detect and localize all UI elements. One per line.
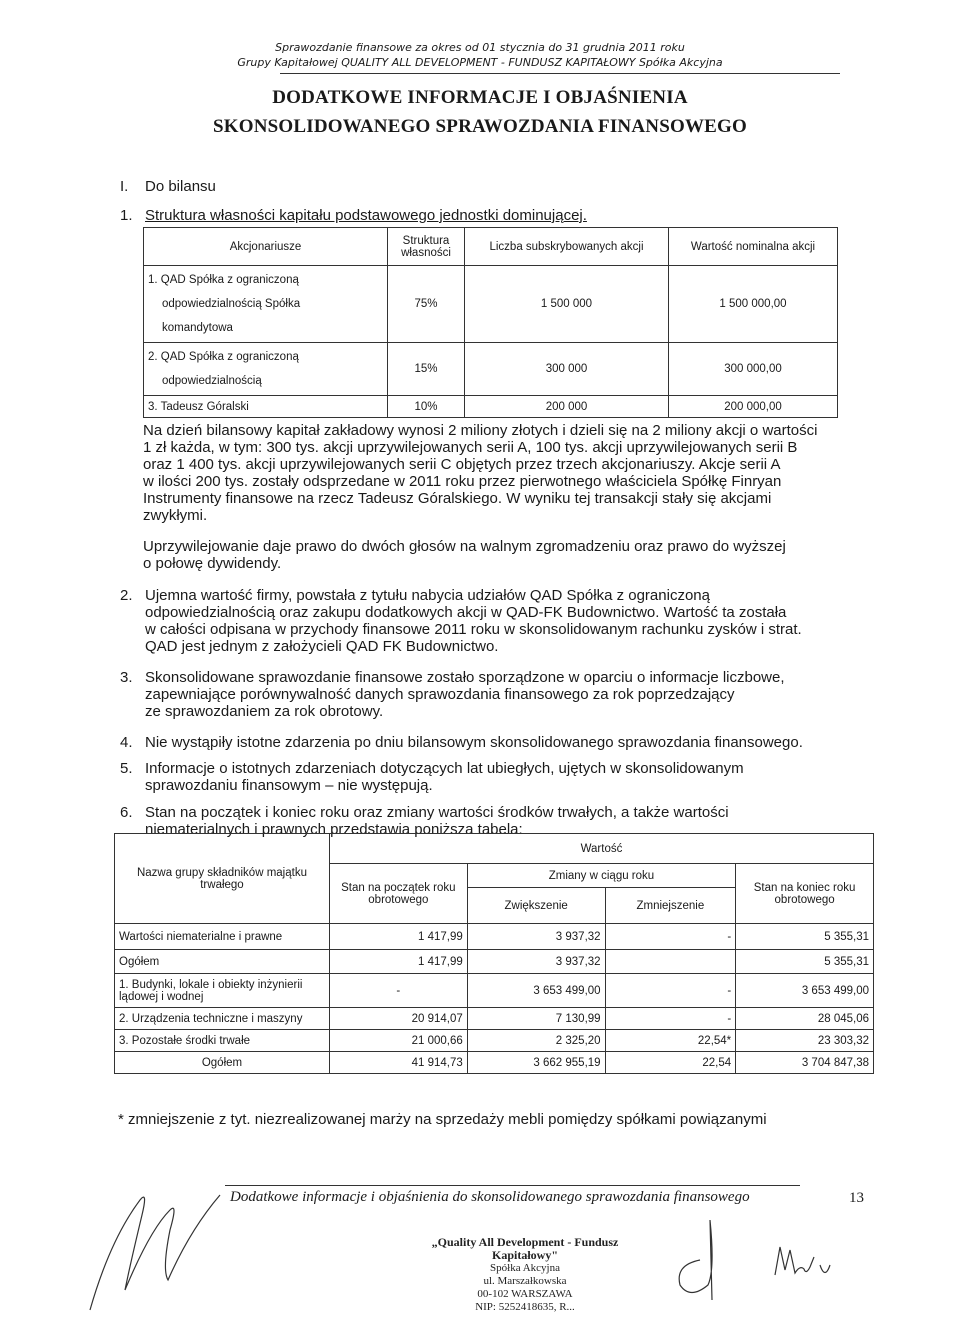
- asset-name-cell: 2. Urządzenia techniczne i maszyny: [115, 1008, 330, 1030]
- page-number: 13: [849, 1190, 864, 1206]
- header-rule: [280, 73, 840, 74]
- asset-name-cell: 1. Budynki, lokale i obiekty inżynierii lądowej i wodnej: [115, 974, 330, 1008]
- item-number: 4.: [120, 734, 133, 751]
- count-cell: 1 500 000: [465, 266, 669, 343]
- item-line: zapewniające porównywalność danych sprawozdania finansowego za rok poprzedzający: [145, 686, 735, 703]
- ownership-table: [143, 227, 838, 418]
- shareholder-cell: [144, 266, 388, 343]
- decrease-cell: -: [605, 924, 736, 950]
- report-header-line2: Grupy Kapitałowej QUALITY ALL DEVELOPMENT - FUNDUSZ KAPITAŁOWY Spółka Akcyjna: [237, 56, 723, 69]
- start-cell: 1 417,99: [329, 950, 467, 974]
- item-text: [145, 760, 867, 794]
- item-number: 3.: [120, 669, 133, 686]
- value-cell: 300 000,00: [669, 343, 838, 396]
- header-cell: Zwiększenie: [467, 888, 605, 924]
- capital-paragraph: [143, 422, 865, 524]
- item-line: QAD jest jednym z założycieli QAD FK Budownictwo.: [145, 638, 499, 655]
- item-line: Stan na początek i koniec roku oraz zmiany wartości środków trwałych, a także wartości: [145, 804, 729, 821]
- report-header-line1: Sprawozdanie finansowe za okres od 01 stycznia do 31 grudnia 2011 roku: [275, 41, 685, 54]
- item-text: [145, 587, 867, 655]
- header-cell: Stan na koniec roku obrotowego: [736, 864, 874, 924]
- stamp-line: „Quality All Development - Fundusz Kapitałowy": [431, 1235, 619, 1262]
- item-line: niematerialnych i prawnych przedstawia poniższa tabela:: [145, 821, 523, 838]
- paragraph-line: o połowę dywidendy.: [143, 555, 282, 572]
- decrease-cell: -: [605, 1008, 736, 1030]
- end-cell: 3 653 499,00: [736, 974, 874, 1008]
- share-cell: 15%: [388, 343, 465, 396]
- shareholder-line: odpowiedzialnością: [162, 375, 262, 387]
- asset-name-cell: 3. Pozostałe środki trwałe: [115, 1030, 330, 1052]
- increase-cell: 7 130,99: [467, 1008, 605, 1030]
- end-cell: 3 704 847,38: [736, 1052, 874, 1074]
- initials-signature: [770, 1235, 840, 1290]
- shareholder-line: 2. QAD Spółka z ograniczoną: [148, 351, 299, 363]
- item-text: [145, 734, 867, 751]
- section-number: I.: [120, 178, 129, 195]
- privilege-paragraph: [143, 538, 865, 572]
- table-row: [144, 343, 838, 396]
- footer-rule: [225, 1185, 800, 1186]
- table-row: [115, 1052, 874, 1074]
- table-row: [115, 974, 874, 1008]
- shareholder-cell: [144, 343, 388, 396]
- value-cell: 200 000,00: [669, 396, 838, 418]
- item-line: sprawozdaniu finansowym – nie występują.: [145, 777, 433, 794]
- table-row: [115, 950, 874, 974]
- decrease-cell: 22,54: [605, 1052, 736, 1074]
- count-cell: 200 000: [465, 396, 669, 418]
- footnote: * zmniejszenie z tyt. niezrealizowanej marży na sprzedaży mebli pomiędzy spółkami powiązanymi: [118, 1111, 767, 1128]
- footer-text: Dodatkowe informacje i objaśnienia do skonsolidowanego sprawozdania finansowego: [230, 1189, 750, 1205]
- table-row: [144, 396, 838, 418]
- section-title: Do bilansu: [145, 178, 216, 195]
- paragraph-line: 1 zł każda, w tym: 300 tys. akcji uprzywilejowanych serii A, 100 tys. akcji uprzywilejowanych serii B: [143, 439, 798, 456]
- item-number: 1.: [120, 207, 133, 224]
- item-number: 6.: [120, 804, 133, 821]
- item-line: Nie wystąpiły istotne zdarzenia po dniu bilansowym skonsolidowanego sprawozdania finansowego.: [145, 734, 803, 751]
- title-line2: SKONSOLIDOWANEGO SPRAWOZDANIA FINANSOWEGO: [213, 116, 747, 137]
- item-line: Ujemna wartość firmy, powstała z tytułu nabycia udziałów QAD Spółka z ograniczoną: [145, 587, 710, 604]
- start-cell: 41 914,73: [329, 1052, 467, 1074]
- header-cell: Wartość: [329, 834, 873, 864]
- header-cell: Zmniejszenie: [605, 888, 736, 924]
- decrease-cell: [605, 950, 736, 974]
- signature-right: [660, 1200, 780, 1310]
- item-line: odpowiedzialnością oraz zakupu dodatkowych akcji w QAD-FK Budownictwo. Wartość ta została: [145, 604, 787, 621]
- shareholder-line: 3. Tadeusz Góralski: [148, 400, 249, 413]
- item-line: Informacje o istotnych zdarzeniach dotyczących lat ubiegłych, ujętych w skonsolidowanym: [145, 760, 744, 777]
- end-cell: 23 303,32: [736, 1030, 874, 1052]
- paragraph-line: Na dzień bilansowy kapitał zakładowy wynosi 2 miliony złotych i dzieli się na 2 miliony akcji o wartości: [143, 422, 818, 439]
- stamp-line: ul. Marszałkowska: [483, 1275, 567, 1287]
- header-cell: Akcjonariusze: [144, 228, 388, 266]
- item-text: Struktura własności kapitału podstawowego jednostki dominującej.: [145, 207, 587, 224]
- increase-cell: 2 325,20: [467, 1030, 605, 1052]
- paragraph-line: oraz 1 400 tys. akcji uprzywilejowanych serii C objętych przez trzech akcjonariuszy. Akcje serii A: [143, 456, 781, 473]
- item-line: w całości odpisana w przychody finansowe 2011 roku w skonsolidowanym rachunku zysków i strat.: [145, 621, 802, 638]
- stamp-line: Spółka Akcyjna: [490, 1262, 560, 1274]
- start-cell: 20 914,07: [329, 1008, 467, 1030]
- asset-name-cell: Ogółem: [115, 950, 330, 974]
- header-cell: Liczba subskrybowanych akcji: [465, 228, 669, 266]
- item-number: 5.: [120, 760, 133, 777]
- start-cell: 1 417,99: [329, 924, 467, 950]
- start-cell: 21 000,66: [329, 1030, 467, 1052]
- paragraph-line: Uprzywilejowanie daje prawo do dwóch głosów na walnym zgromadzeniu oraz prawo do wyższej: [143, 538, 786, 555]
- value-cell: 1 500 000,00: [669, 266, 838, 343]
- company-stamp: [400, 1236, 650, 1314]
- shareholder-cell: [144, 396, 388, 418]
- start-cell: -: [329, 974, 467, 1008]
- increase-cell: 3 937,32: [467, 950, 605, 974]
- paragraph-line: zwykłymi.: [143, 507, 208, 524]
- table-row: [115, 924, 874, 950]
- item-text: [145, 669, 867, 720]
- increase-cell: 3 653 499,00: [467, 974, 605, 1008]
- header-cell: Wartość nominalna akcji: [669, 228, 838, 266]
- decrease-cell: 22,54*: [605, 1030, 736, 1052]
- increase-cell: 3 937,32: [467, 924, 605, 950]
- item-line: ze sprawozdaniem za rok obrotowy.: [145, 703, 384, 720]
- table-row: [144, 266, 838, 343]
- header-cell: Struktura własności: [388, 228, 465, 266]
- increase-cell: 3 662 955,19: [467, 1052, 605, 1074]
- end-cell: 5 355,31: [736, 950, 874, 974]
- header-cell: Stan na początek roku obrotowego: [329, 864, 467, 924]
- header-cell: Zmiany w ciągu roku: [467, 864, 735, 888]
- shareholder-line: 1. QAD Spółka z ograniczoną: [148, 274, 299, 286]
- end-cell: 28 045,06: [736, 1008, 874, 1030]
- asset-name-cell: Wartości niematerialne i prawne: [115, 924, 330, 950]
- item-line: Skonsolidowane sprawozdanie finansowe zostało sporządzone w oparciu o informacje liczbowe,: [145, 669, 785, 686]
- stamp-line: 00-102 WARSZAWA: [477, 1288, 573, 1300]
- table-row: [115, 1030, 874, 1052]
- share-cell: 75%: [388, 266, 465, 343]
- paragraph-line: Instrumenty finansowe na rzecz Tadeusz Góralskiego. W wyniku tej transakcji stały się akcjami: [143, 490, 772, 507]
- share-cell: 10%: [388, 396, 465, 418]
- paragraph-line: w ilości 200 tys. zostały odsprzedane w 2011 roku przez pierwotnego właściciela Spółkę Finryan: [143, 473, 782, 490]
- stamp-line: NIP: 5252418635, R...: [475, 1301, 575, 1313]
- asset-name-cell: Ogółem: [115, 1052, 330, 1074]
- end-cell: 5 355,31: [736, 924, 874, 950]
- signature-left: [70, 1170, 250, 1320]
- header-cell: Nazwa grupy składników majątku trwałego: [115, 834, 330, 924]
- item-number: 2.: [120, 587, 133, 604]
- shareholder-line: komandytowa: [162, 322, 233, 334]
- shareholder-line: odpowiedzialnością Spółka: [162, 298, 301, 310]
- decrease-cell: -: [605, 974, 736, 1008]
- title-line1: DODATKOWE INFORMACJE I OBJAŚNIENIA: [272, 87, 688, 108]
- table-row: [115, 1008, 874, 1030]
- count-cell: 300 000: [465, 343, 669, 396]
- fixed-assets-table: [114, 833, 874, 1074]
